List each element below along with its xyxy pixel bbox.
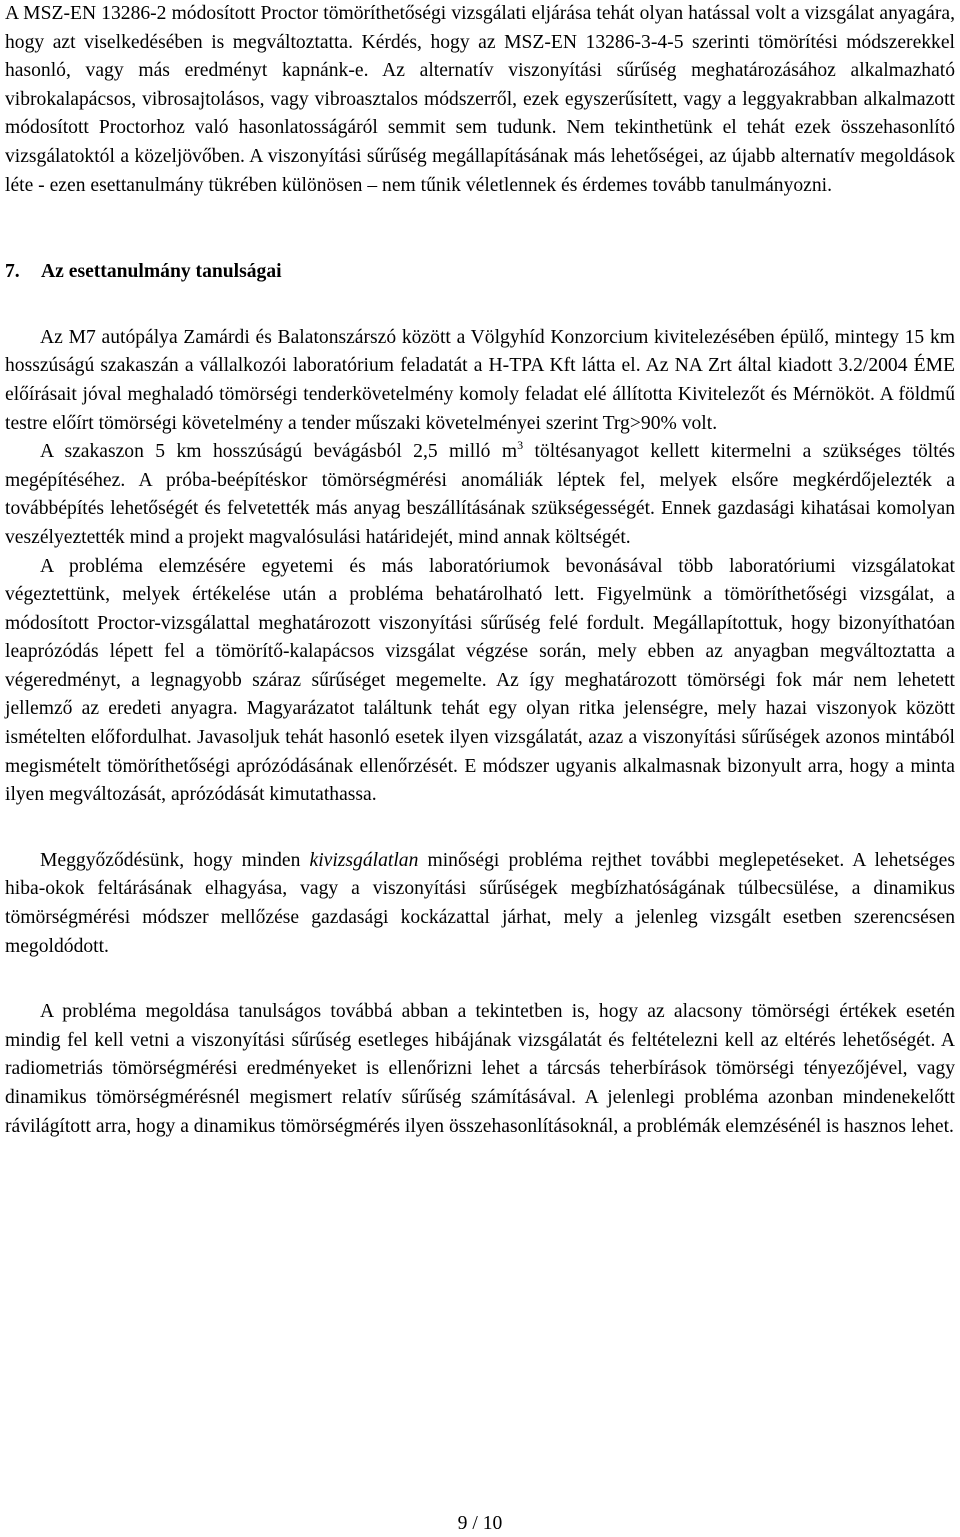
section-number: 7.: [5, 261, 20, 283]
paragraph: A probléma elemzésére egyetemi és más laboratóriumok bevonásával több laboratóriumi vizsgálatokat végeztettünk, melyek értékelése után a probléma behatárolható lett. Figyelmünk a tömöríthetőségi vizsgálat, a módosított Proctor-vizsgálattal meghatározott viszonyítási sűrűség felé fordult. Megállapítottuk, hogy bizonyíthatóan leaprózódás lépett fel a tömörítő-kalapácsos vizsgálat végzése során, mely ebben az anyagban megváltoztatta a végeredményt, a legnagyobb száraz sűrűséget megemelte. Az így meghatározott tömörségi fok már nem lehetett jellemző az eredeti anyagra. Magyarázatot találtunk tehát egy olyan ritka jelenségre, mely hazai viszonyok között ismételten előfordulhat. Javasoljuk tehát hasonló esetek ilyen vizsgálatát, azaz a viszonyítási sűrűségek azonos mintából megismételt tömöríthetőségi aprózódásának ellenőrzését. E módszer ugyanis alkalmasnak bizonyult arra, hogy a minta ilyen megváltozását, aprózódását kimutathassa.: [5, 555, 955, 806]
paragraph-text: töltésanyagot kellett kitermelni a szükséges töltés megépítéséhez. A próba-beépítéskor tömörségmérési anomáliák léptek fel, melyek elsőre megkérdőjelezték a továbbépítés lehetőségét és felvetették más anyag beszállításának szükségességét. Ennek gazdasági kihatásai komolyan veszélyeztették mind a projekt magvalósulási határidejét, mind annak költségét.: [5, 441, 955, 548]
paragraph: A MSZ-EN 13286-2 módosított Proctor tömöríthetőségi vizsgálati eljárása tehát olyan hatással volt a vizsgálat anyagára, hogy azt viselkedésében is megváltoztatta. Kérdés, hogy az MSZ-EN 13286-3-4-5 szerinti tömörítési módszerekkel hasonló, vagy más eredményt kapnánk-e. Az alternatív viszonyítási sűrűség meghatározásához alkalmazható vibrokalapácsos, vibrosajtolásos, vagy vibroasztalos módszerről, ezek egyszerűsített, vagy a leggyakrabban alkalmazott módosított Proctorhoz való hasonlatosságáról semmit sem tudunk. Nem tekinthetünk el tehát ezek összehasonlító vizsgálatoktól a közeljövőben. A viszonyítási sűrűség megállapításának más lehetőségei, az újabb alternatív megoldások léte - ezen esettanulmány tükrében különösen – nem tűnik véletlennek és érdemes tovább tanulmányozni.: [5, 3, 955, 196]
paragraph: A probléma megoldása tanulságos továbbá abban a tekintetben is, hogy az alacsony tömörségi értékek esetén mindig fel kell vetni a viszonyítási sűrűség esetleges hibájának vizsgálatát és feltételezni kell az eltérés lehetőségét. A radiometriás tömörségmérési eredményeket is ellenőrizni lehet a tárcsás teherbírások tömörségi tényezőjével, vagy dinamikus tömörségmérésnél megismert relatív sűrűség számításával. A jelenlegi probléma azonban mindenekelőtt rávilágított arra, hogy a dinamikus tömörségmérés ilyen összehasonlításoknál, a problémák elemzésénél is hasznos lehet.: [5, 1001, 955, 1137]
paragraph-text: A szakaszon 5 km hosszúságú bevágásból 2,5 milló m: [40, 441, 518, 463]
page-number: 9 / 10: [457, 1513, 503, 1534]
section-title: Az esettanulmány tanulságai: [41, 261, 282, 283]
paragraph-text: minőségi probléma rejthet további meglepetéseket. A lehetséges hiba-okok feltárásának elhagyása, vagy a viszonyítási sűrűségek megbízhatóságának túlbecsülése, a dinamikus tömörségmérési módszer mellőzése gazdasági kockázattal járhat, mely a jelenleg vizsgált esetben szerencsésen megoldódott.: [5, 849, 955, 957]
document-page: [5, 0, 955, 1141]
paragraph: [5, 847, 955, 961]
paragraph-text: Meggyőződésünk, hogy minden: [40, 849, 310, 871]
superscript: 3: [517, 438, 524, 453]
section-heading: [5, 258, 955, 287]
italic-text: kivizsgálatlan: [309, 849, 419, 871]
paragraph: [5, 438, 955, 552]
paragraph: Az M7 autópálya Zamárdi és Balatonszárszó között a Völgyhíd Konzorcium kivitelezésében épülő, mintegy 15 km hosszúságú szakaszán a vállalkozói laboratórium feladatát a H-TPA Kft látta el. Az NA Zrt által kiadott 3.2/2004 ÉME előírásait jóval meghaladó tömörségi tenderkövetelmény komoly feladat elé állította Kivitelezőt és Mérnököt. A földmű testre előírt tömörségi követelmény a tender műszaki követelményei szerint Trg>90% volt.: [5, 326, 955, 434]
